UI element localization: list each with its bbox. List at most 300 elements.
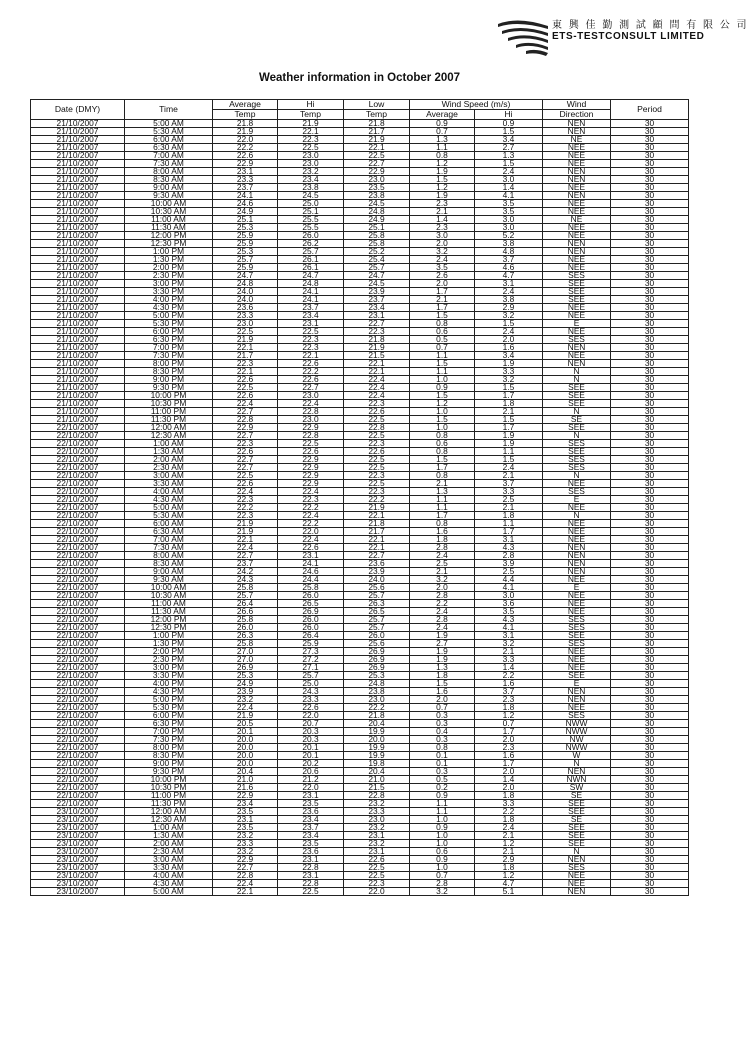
avg-temp-cell: 22.2 bbox=[213, 144, 278, 152]
wind-hi-cell: 2.9 bbox=[475, 304, 543, 312]
hi-temp-cell: 25.5 bbox=[278, 224, 344, 232]
table-row bbox=[31, 512, 689, 520]
wind-hi-cell: 3.3 bbox=[475, 368, 543, 376]
avg-temp-cell: 23.5 bbox=[213, 824, 278, 832]
date-cell: 22/10/2007 bbox=[31, 736, 125, 744]
date-cell: 22/10/2007 bbox=[31, 448, 125, 456]
wind-direction-cell: N bbox=[543, 408, 611, 416]
period-cell: 30 bbox=[611, 296, 689, 304]
wind-avg-cell: 0.3 bbox=[410, 736, 475, 744]
hi-temp-cell: 23.0 bbox=[278, 152, 344, 160]
avg-temp-cell: 26.9 bbox=[213, 664, 278, 672]
hi-temp-cell: 24.1 bbox=[278, 560, 344, 568]
wind-direction-cell: NEE bbox=[543, 312, 611, 320]
period-cell: 30 bbox=[611, 888, 689, 896]
hi-temp-cell: 23.1 bbox=[278, 872, 344, 880]
low-temp-cell: 20.0 bbox=[344, 736, 410, 744]
period-cell: 30 bbox=[611, 224, 689, 232]
avg-temp-cell: 27.0 bbox=[213, 656, 278, 664]
period-cell: 30 bbox=[611, 520, 689, 528]
low-temp-cell: 23.2 bbox=[344, 840, 410, 848]
wind-direction-cell: SES bbox=[543, 624, 611, 632]
low-temp-cell: 23.1 bbox=[344, 832, 410, 840]
wind-avg-cell: 2.1 bbox=[410, 568, 475, 576]
avg-temp-cell: 22.7 bbox=[213, 864, 278, 872]
time-cell: 11:30 PM bbox=[125, 800, 213, 808]
period-cell: 30 bbox=[611, 176, 689, 184]
wind-hi-cell: 1.6 bbox=[475, 680, 543, 688]
period-cell: 30 bbox=[611, 424, 689, 432]
header-hi-temp: Temp bbox=[278, 110, 344, 120]
weather-table bbox=[30, 99, 689, 896]
wind-direction-cell: SEE bbox=[543, 392, 611, 400]
wind-direction-cell: N bbox=[543, 432, 611, 440]
date-cell: 22/10/2007 bbox=[31, 528, 125, 536]
wind-hi-cell: 4.1 bbox=[475, 584, 543, 592]
wind-hi-cell: 2.7 bbox=[475, 144, 543, 152]
time-cell: 9:00 PM bbox=[125, 760, 213, 768]
period-cell: 30 bbox=[611, 488, 689, 496]
time-cell: 6:00 AM bbox=[125, 520, 213, 528]
time-cell: 12:00 PM bbox=[125, 232, 213, 240]
low-temp-cell: 25.7 bbox=[344, 624, 410, 632]
wind-hi-cell: 2.1 bbox=[475, 504, 543, 512]
wind-hi-cell: 3.1 bbox=[475, 280, 543, 288]
low-temp-cell: 25.8 bbox=[344, 240, 410, 248]
wind-hi-cell: 3.1 bbox=[475, 536, 543, 544]
time-cell: 5:00 AM bbox=[125, 504, 213, 512]
avg-temp-cell: 23.2 bbox=[213, 848, 278, 856]
hi-temp-cell: 23.5 bbox=[278, 840, 344, 848]
period-cell: 30 bbox=[611, 848, 689, 856]
table-row bbox=[31, 632, 689, 640]
wind-direction-cell: NEE bbox=[543, 208, 611, 216]
date-cell: 21/10/2007 bbox=[31, 152, 125, 160]
wind-avg-cell: 0.3 bbox=[410, 768, 475, 776]
low-temp-cell: 22.5 bbox=[344, 464, 410, 472]
period-cell: 30 bbox=[611, 808, 689, 816]
wind-direction-cell: NE bbox=[543, 216, 611, 224]
wind-avg-cell: 1.7 bbox=[410, 288, 475, 296]
date-cell: 22/10/2007 bbox=[31, 744, 125, 752]
time-cell: 8:30 PM bbox=[125, 752, 213, 760]
wind-avg-cell: 1.5 bbox=[410, 312, 475, 320]
time-cell: 10:30 AM bbox=[125, 208, 213, 216]
time-cell: 6:00 PM bbox=[125, 712, 213, 720]
time-cell: 5:00 AM bbox=[125, 888, 213, 896]
avg-temp-cell: 24.7 bbox=[213, 272, 278, 280]
period-cell: 30 bbox=[611, 720, 689, 728]
avg-temp-cell: 20.5 bbox=[213, 720, 278, 728]
hi-temp-cell: 22.7 bbox=[278, 384, 344, 392]
period-cell: 30 bbox=[611, 768, 689, 776]
wind-direction-cell: NWW bbox=[543, 744, 611, 752]
wind-avg-cell: 0.3 bbox=[410, 720, 475, 728]
period-cell: 30 bbox=[611, 552, 689, 560]
avg-temp-cell: 23.0 bbox=[213, 320, 278, 328]
table-row bbox=[31, 760, 689, 768]
low-temp-cell: 22.3 bbox=[344, 880, 410, 888]
table-row bbox=[31, 496, 689, 504]
wind-hi-cell: 2.0 bbox=[475, 336, 543, 344]
table-row bbox=[31, 872, 689, 880]
avg-temp-cell: 20.4 bbox=[213, 768, 278, 776]
wave-emblem-icon bbox=[496, 14, 550, 58]
avg-temp-cell: 25.8 bbox=[213, 616, 278, 624]
wind-avg-cell: 3.2 bbox=[410, 248, 475, 256]
wind-hi-cell: 3.0 bbox=[475, 216, 543, 224]
date-cell: 21/10/2007 bbox=[31, 128, 125, 136]
wind-direction-cell: NEN bbox=[543, 168, 611, 176]
low-temp-cell: 22.5 bbox=[344, 152, 410, 160]
header-wind-direction: Direction bbox=[543, 110, 611, 120]
period-cell: 30 bbox=[611, 568, 689, 576]
wind-avg-cell: 2.8 bbox=[410, 592, 475, 600]
period-cell: 30 bbox=[611, 408, 689, 416]
low-temp-cell: 21.8 bbox=[344, 712, 410, 720]
wind-hi-cell: 3.2 bbox=[475, 640, 543, 648]
avg-temp-cell: 21.9 bbox=[213, 128, 278, 136]
date-cell: 22/10/2007 bbox=[31, 584, 125, 592]
time-cell: 11:30 AM bbox=[125, 608, 213, 616]
hi-temp-cell: 23.0 bbox=[278, 416, 344, 424]
hi-temp-cell: 26.0 bbox=[278, 616, 344, 624]
table-row bbox=[31, 432, 689, 440]
period-cell: 30 bbox=[611, 264, 689, 272]
wind-avg-cell: 1.5 bbox=[410, 680, 475, 688]
wind-avg-cell: 1.2 bbox=[410, 160, 475, 168]
avg-temp-cell: 22.7 bbox=[213, 464, 278, 472]
wind-avg-cell: 0.5 bbox=[410, 336, 475, 344]
date-cell: 21/10/2007 bbox=[31, 408, 125, 416]
low-temp-cell: 21.9 bbox=[344, 504, 410, 512]
date-cell: 21/10/2007 bbox=[31, 360, 125, 368]
time-cell: 4:00 PM bbox=[125, 680, 213, 688]
period-cell: 30 bbox=[611, 712, 689, 720]
wind-direction-cell: NEN bbox=[543, 176, 611, 184]
avg-temp-cell: 22.9 bbox=[213, 856, 278, 864]
low-temp-cell: 22.6 bbox=[344, 856, 410, 864]
wind-hi-cell: 3.5 bbox=[475, 608, 543, 616]
wind-hi-cell: 1.5 bbox=[475, 456, 543, 464]
low-temp-cell: 22.7 bbox=[344, 320, 410, 328]
wind-direction-cell: NEN bbox=[543, 128, 611, 136]
period-cell: 30 bbox=[611, 272, 689, 280]
hi-temp-cell: 20.2 bbox=[278, 760, 344, 768]
low-temp-cell: 21.9 bbox=[344, 136, 410, 144]
wind-direction-cell: NEE bbox=[543, 160, 611, 168]
date-cell: 21/10/2007 bbox=[31, 256, 125, 264]
hi-temp-cell: 23.6 bbox=[278, 808, 344, 816]
avg-temp-cell: 23.3 bbox=[213, 312, 278, 320]
wind-hi-cell: 3.2 bbox=[475, 312, 543, 320]
avg-temp-cell: 22.5 bbox=[213, 472, 278, 480]
period-cell: 30 bbox=[611, 328, 689, 336]
time-cell: 12:30 AM bbox=[125, 816, 213, 824]
date-cell: 23/10/2007 bbox=[31, 816, 125, 824]
time-cell: 3:30 PM bbox=[125, 288, 213, 296]
header-wind-hi: Hi bbox=[475, 110, 543, 120]
wind-direction-cell: SES bbox=[543, 488, 611, 496]
table-row bbox=[31, 272, 689, 280]
table-row bbox=[31, 712, 689, 720]
wind-hi-cell: 1.8 bbox=[475, 864, 543, 872]
table-row bbox=[31, 776, 689, 784]
period-cell: 30 bbox=[611, 656, 689, 664]
time-cell: 11:30 PM bbox=[125, 416, 213, 424]
wind-avg-cell: 1.6 bbox=[410, 688, 475, 696]
wind-direction-cell: NEN bbox=[543, 888, 611, 896]
wind-avg-cell: 1.1 bbox=[410, 352, 475, 360]
wind-hi-cell: 2.3 bbox=[475, 744, 543, 752]
low-temp-cell: 23.1 bbox=[344, 848, 410, 856]
table-row bbox=[31, 576, 689, 584]
wind-avg-cell: 1.1 bbox=[410, 496, 475, 504]
wind-direction-cell: E bbox=[543, 320, 611, 328]
wind-direction-cell: NEE bbox=[543, 880, 611, 888]
period-cell: 30 bbox=[611, 128, 689, 136]
time-cell: 2:00 PM bbox=[125, 264, 213, 272]
hi-temp-cell: 22.1 bbox=[278, 352, 344, 360]
wind-hi-cell: 1.9 bbox=[475, 360, 543, 368]
avg-temp-cell: 21.9 bbox=[213, 528, 278, 536]
low-temp-cell: 23.1 bbox=[344, 312, 410, 320]
avg-temp-cell: 21.0 bbox=[213, 776, 278, 784]
company-name-english: ETS-TESTCONSULT LIMITED bbox=[552, 31, 705, 42]
hi-temp-cell: 22.2 bbox=[278, 368, 344, 376]
avg-temp-cell: 22.7 bbox=[213, 408, 278, 416]
date-cell: 22/10/2007 bbox=[31, 720, 125, 728]
time-cell: 2:30 PM bbox=[125, 272, 213, 280]
wind-avg-cell: 1.6 bbox=[410, 528, 475, 536]
date-cell: 23/10/2007 bbox=[31, 832, 125, 840]
wind-avg-cell: 0.8 bbox=[410, 320, 475, 328]
low-temp-cell: 21.0 bbox=[344, 776, 410, 784]
low-temp-cell: 22.5 bbox=[344, 456, 410, 464]
low-temp-cell: 24.9 bbox=[344, 216, 410, 224]
wind-avg-cell: 0.6 bbox=[410, 440, 475, 448]
avg-temp-cell: 23.5 bbox=[213, 808, 278, 816]
header-average: Average bbox=[213, 100, 278, 110]
wind-avg-cell: 3.2 bbox=[410, 576, 475, 584]
table-row bbox=[31, 424, 689, 432]
hi-temp-cell: 22.6 bbox=[278, 448, 344, 456]
table-row bbox=[31, 464, 689, 472]
period-cell: 30 bbox=[611, 880, 689, 888]
date-cell: 21/10/2007 bbox=[31, 280, 125, 288]
table-row bbox=[31, 736, 689, 744]
header-date: Date (DMY) bbox=[31, 100, 125, 120]
wind-hi-cell: 2.8 bbox=[475, 552, 543, 560]
avg-temp-cell: 23.7 bbox=[213, 560, 278, 568]
date-cell: 21/10/2007 bbox=[31, 168, 125, 176]
wind-hi-cell: 1.3 bbox=[475, 152, 543, 160]
date-cell: 22/10/2007 bbox=[31, 656, 125, 664]
wind-direction-cell: SEE bbox=[543, 832, 611, 840]
time-cell: 10:00 PM bbox=[125, 392, 213, 400]
date-cell: 21/10/2007 bbox=[31, 400, 125, 408]
wind-hi-cell: 1.4 bbox=[475, 664, 543, 672]
avg-temp-cell: 24.1 bbox=[213, 192, 278, 200]
wind-direction-cell: E bbox=[543, 584, 611, 592]
hi-temp-cell: 24.1 bbox=[278, 296, 344, 304]
hi-temp-cell: 24.1 bbox=[278, 288, 344, 296]
wind-hi-cell: 1.7 bbox=[475, 392, 543, 400]
avg-temp-cell: 25.8 bbox=[213, 584, 278, 592]
wind-hi-cell: 1.7 bbox=[475, 760, 543, 768]
time-cell: 7:30 PM bbox=[125, 352, 213, 360]
table-row bbox=[31, 616, 689, 624]
wind-avg-cell: 0.9 bbox=[410, 824, 475, 832]
period-cell: 30 bbox=[611, 744, 689, 752]
table-row bbox=[31, 816, 689, 824]
period-cell: 30 bbox=[611, 696, 689, 704]
wind-hi-cell: 5.2 bbox=[475, 232, 543, 240]
wind-avg-cell: 1.9 bbox=[410, 656, 475, 664]
wind-hi-cell: 4.1 bbox=[475, 624, 543, 632]
wind-avg-cell: 0.5 bbox=[410, 776, 475, 784]
wind-avg-cell: 1.0 bbox=[410, 832, 475, 840]
wind-direction-cell: SEE bbox=[543, 808, 611, 816]
period-cell: 30 bbox=[611, 824, 689, 832]
table-row bbox=[31, 376, 689, 384]
wind-avg-cell: 1.2 bbox=[410, 400, 475, 408]
low-temp-cell: 23.6 bbox=[344, 560, 410, 568]
table-row bbox=[31, 208, 689, 216]
avg-temp-cell: 22.9 bbox=[213, 424, 278, 432]
table-row bbox=[31, 416, 689, 424]
hi-temp-cell: 23.8 bbox=[278, 184, 344, 192]
wind-hi-cell: 2.0 bbox=[475, 784, 543, 792]
table-row bbox=[31, 840, 689, 848]
avg-temp-cell: 25.3 bbox=[213, 248, 278, 256]
date-cell: 22/10/2007 bbox=[31, 624, 125, 632]
low-temp-cell: 25.6 bbox=[344, 584, 410, 592]
period-cell: 30 bbox=[611, 832, 689, 840]
avg-temp-cell: 22.4 bbox=[213, 544, 278, 552]
wind-hi-cell: 3.3 bbox=[475, 488, 543, 496]
wind-hi-cell: 1.5 bbox=[475, 160, 543, 168]
avg-temp-cell: 22.0 bbox=[213, 136, 278, 144]
period-cell: 30 bbox=[611, 688, 689, 696]
wind-hi-cell: 2.2 bbox=[475, 808, 543, 816]
wind-hi-cell: 5.1 bbox=[475, 888, 543, 896]
table-row bbox=[31, 176, 689, 184]
period-cell: 30 bbox=[611, 512, 689, 520]
date-cell: 23/10/2007 bbox=[31, 856, 125, 864]
low-temp-cell: 23.7 bbox=[344, 296, 410, 304]
time-cell: 5:30 PM bbox=[125, 704, 213, 712]
time-cell: 2:00 AM bbox=[125, 840, 213, 848]
avg-temp-cell: 22.1 bbox=[213, 344, 278, 352]
wind-direction-cell: NWN bbox=[543, 776, 611, 784]
avg-temp-cell: 20.0 bbox=[213, 760, 278, 768]
hi-temp-cell: 26.0 bbox=[278, 232, 344, 240]
date-cell: 22/10/2007 bbox=[31, 544, 125, 552]
avg-temp-cell: 23.3 bbox=[213, 176, 278, 184]
wind-hi-cell: 0.7 bbox=[475, 720, 543, 728]
wind-hi-cell: 1.5 bbox=[475, 416, 543, 424]
avg-temp-cell: 23.1 bbox=[213, 816, 278, 824]
wind-avg-cell: 0.7 bbox=[410, 872, 475, 880]
wind-hi-cell: 1.6 bbox=[475, 344, 543, 352]
time-cell: 1:00 PM bbox=[125, 248, 213, 256]
period-cell: 30 bbox=[611, 368, 689, 376]
wind-avg-cell: 1.0 bbox=[410, 816, 475, 824]
wind-direction-cell: N bbox=[543, 376, 611, 384]
wind-hi-cell: 1.8 bbox=[475, 400, 543, 408]
avg-temp-cell: 26.6 bbox=[213, 608, 278, 616]
time-cell: 3:00 AM bbox=[125, 856, 213, 864]
hi-temp-cell: 26.1 bbox=[278, 256, 344, 264]
low-temp-cell: 23.8 bbox=[344, 688, 410, 696]
avg-temp-cell: 25.9 bbox=[213, 232, 278, 240]
date-cell: 21/10/2007 bbox=[31, 200, 125, 208]
time-cell: 2:30 PM bbox=[125, 656, 213, 664]
wind-direction-cell: SW bbox=[543, 784, 611, 792]
wind-avg-cell: 0.8 bbox=[410, 744, 475, 752]
wind-hi-cell: 1.9 bbox=[475, 440, 543, 448]
date-cell: 22/10/2007 bbox=[31, 632, 125, 640]
table-row bbox=[31, 368, 689, 376]
period-cell: 30 bbox=[611, 760, 689, 768]
avg-temp-cell: 22.4 bbox=[213, 704, 278, 712]
wind-avg-cell: 1.5 bbox=[410, 176, 475, 184]
wind-direction-cell: NEN bbox=[543, 688, 611, 696]
date-cell: 22/10/2007 bbox=[31, 640, 125, 648]
low-temp-cell: 26.3 bbox=[344, 600, 410, 608]
table-row bbox=[31, 744, 689, 752]
table-row bbox=[31, 232, 689, 240]
wind-direction-cell: NEE bbox=[543, 704, 611, 712]
wind-direction-cell: NEE bbox=[543, 328, 611, 336]
time-cell: 4:00 PM bbox=[125, 296, 213, 304]
wind-avg-cell: 0.2 bbox=[410, 784, 475, 792]
table-row bbox=[31, 120, 689, 128]
wind-avg-cell: 1.9 bbox=[410, 632, 475, 640]
wind-avg-cell: 2.8 bbox=[410, 616, 475, 624]
hi-temp-cell: 22.5 bbox=[278, 144, 344, 152]
avg-temp-cell: 22.1 bbox=[213, 368, 278, 376]
table-body bbox=[31, 120, 689, 896]
hi-temp-cell: 22.6 bbox=[278, 544, 344, 552]
time-cell: 5:30 PM bbox=[125, 320, 213, 328]
wind-hi-cell: 4.8 bbox=[475, 248, 543, 256]
date-cell: 23/10/2007 bbox=[31, 888, 125, 896]
wind-hi-cell: 3.8 bbox=[475, 240, 543, 248]
table-row bbox=[31, 568, 689, 576]
period-cell: 30 bbox=[611, 232, 689, 240]
table-row bbox=[31, 400, 689, 408]
wind-hi-cell: 3.0 bbox=[475, 224, 543, 232]
date-cell: 21/10/2007 bbox=[31, 336, 125, 344]
low-temp-cell: 24.5 bbox=[344, 280, 410, 288]
period-cell: 30 bbox=[611, 504, 689, 512]
period-cell: 30 bbox=[611, 792, 689, 800]
low-temp-cell: 19.8 bbox=[344, 760, 410, 768]
period-cell: 30 bbox=[611, 584, 689, 592]
table-row bbox=[31, 392, 689, 400]
wind-direction-cell: NEN bbox=[543, 696, 611, 704]
wind-hi-cell: 1.7 bbox=[475, 728, 543, 736]
hi-temp-cell: 22.2 bbox=[278, 520, 344, 528]
hi-temp-cell: 22.9 bbox=[278, 456, 344, 464]
table-row bbox=[31, 800, 689, 808]
table-row bbox=[31, 472, 689, 480]
wind-avg-cell: 1.0 bbox=[410, 864, 475, 872]
table-row bbox=[31, 824, 689, 832]
avg-temp-cell: 22.1 bbox=[213, 536, 278, 544]
